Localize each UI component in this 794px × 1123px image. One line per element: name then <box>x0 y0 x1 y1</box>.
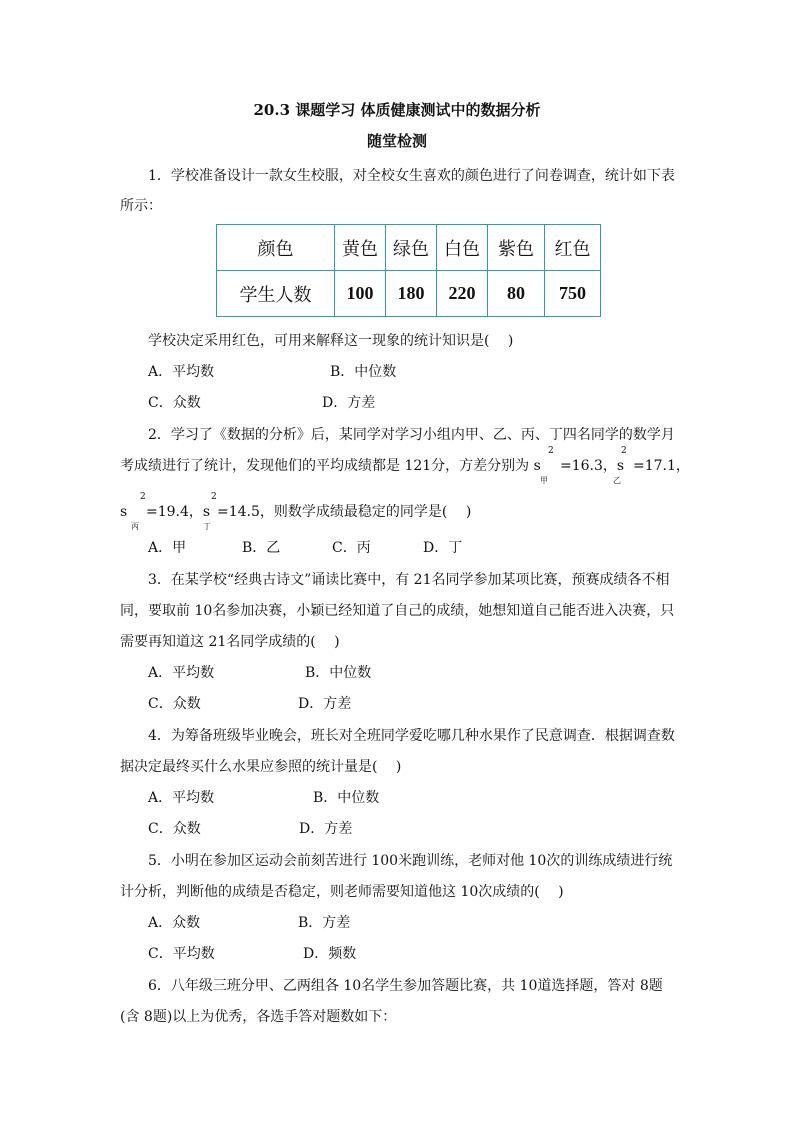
q1-option-d: D．方差 <box>322 395 376 411</box>
q5-option-b: B．方差 <box>298 915 351 931</box>
table-cell-count: 220 <box>437 271 488 317</box>
q2-line3-s: s <box>120 504 128 520</box>
q3-option-d: D．方差 <box>298 696 352 712</box>
q2-value-jia: =16.3，s <box>560 458 625 474</box>
q4-option-a: A．平均数 <box>148 790 215 806</box>
q5-option-d: D．频数 <box>303 946 357 962</box>
q3-line2: 同，要取前 10名参加决赛，小颖已经知道了自己的成绩，她想知道自己能否进入决赛，只 <box>120 603 675 619</box>
q4-option-b: B．中位数 <box>313 790 380 806</box>
q2-line1: 2．学习了《数据的分析》后，某同学对学习小组内甲、乙、丙、丁四名同学的数学月 <box>148 427 675 443</box>
table-cell-color: 红色 <box>545 225 601 271</box>
q3-line3: 需要再知道这 21名同学成绩的( ) <box>120 634 340 650</box>
q4-option-c: C．众数 <box>148 821 201 837</box>
q3-option-a: A．平均数 <box>148 665 215 681</box>
table-cell-color: 紫色 <box>488 225 545 271</box>
q1-option-b: B．中位数 <box>330 364 397 380</box>
q6-line1: 6．八年级三班分甲、乙两组各 10名学生参加答题比赛，共 10道选择题，答对 8题 <box>148 978 663 994</box>
q2-option-b: B．乙 <box>242 540 281 556</box>
q3-option-c: C．众数 <box>148 696 201 712</box>
q2-sub-bing: 丙 <box>131 522 139 531</box>
color-survey-table <box>216 224 601 317</box>
q3-line1: 3．在某学校“经典古诗文”诵读比赛中，有 21名同学参加某项比赛，预赛成绩各不相 <box>148 572 670 588</box>
table-row-counts <box>217 271 601 317</box>
q2-option-c: C．丙 <box>332 540 371 556</box>
table-cell-count: 80 <box>488 271 545 317</box>
q2-sup-ding: 2 <box>211 492 217 502</box>
q2-sup-yi: 2 <box>621 446 627 456</box>
page-title: 20.3 课题学习 体质健康测试中的数据分析 <box>253 101 541 119</box>
table-cell-count: 100 <box>335 271 386 317</box>
q2-sub-yi: 乙 <box>613 476 621 485</box>
q2-line2: 考成绩进行了统计，发现他们的平均成绩都是 121分，方差分别为 s <box>120 458 541 474</box>
q2-option-d: D．丁 <box>423 540 463 556</box>
q5-option-a: A．众数 <box>148 915 201 931</box>
page-subtitle: 随堂检测 <box>366 132 427 150</box>
q2-value-bing: =19.4，s <box>146 504 211 520</box>
table-cell-count: 180 <box>386 271 437 317</box>
q5-option-c: C．平均数 <box>148 946 215 962</box>
table-row-label: 学生人数 <box>217 271 335 317</box>
q2-value-yi: =17.1， <box>633 458 690 474</box>
table-cell-count: 750 <box>545 271 601 317</box>
q1-stem: 学校决定采用红色，可用来解释这一现象的统计知识是( ) <box>148 333 514 349</box>
q6-line2: (含 8题)以上为优秀，各选手答对题数如下： <box>120 1009 397 1025</box>
q5-line1: 5．小明在参加区运动会前刻苦进行 100米跑训练，老师对他 10次的训练成绩进行统 <box>148 853 673 869</box>
q4-option-d: D．方差 <box>299 821 353 837</box>
q5-line2: 计分析，判断他的成绩是否稳定，则老师需要知道他这 10次成绩的( ) <box>120 884 564 900</box>
q1-option-a: A．平均数 <box>148 364 215 380</box>
q2-sup-jia: 2 <box>548 446 554 456</box>
q3-option-b: B．中位数 <box>305 665 372 681</box>
q1-option-c: C．众数 <box>148 395 201 411</box>
q2-sub-jia: 甲 <box>540 476 548 485</box>
table-cell-color: 绿色 <box>386 225 437 271</box>
table-header-label: 颜色 <box>217 225 335 271</box>
q1-line2: 所示： <box>120 198 162 214</box>
table-cell-color: 黄色 <box>335 225 386 271</box>
table-row-colors <box>217 225 601 271</box>
q2-option-a: A．甲 <box>148 540 187 556</box>
table-cell-color: 白色 <box>437 225 488 271</box>
q2-sub-ding: 丁 <box>203 522 211 531</box>
q2-value-ding: =14.5，则数学成绩最稳定的同学是( ) <box>217 504 472 520</box>
q2-sup-bing: 2 <box>140 492 146 502</box>
q1-line1: 1．学校准备设计一款女生校服，对全校女生喜欢的颜色进行了问卷调查，统计如下表 <box>148 168 675 184</box>
q4-line1: 4．为筹备班级毕业晚会，班长对全班同学爱吃哪几种水果作了民意调查．根据调查数 <box>148 728 675 744</box>
q4-line2: 据决定最终买什么水果应参照的统计量是( ) <box>120 759 402 775</box>
